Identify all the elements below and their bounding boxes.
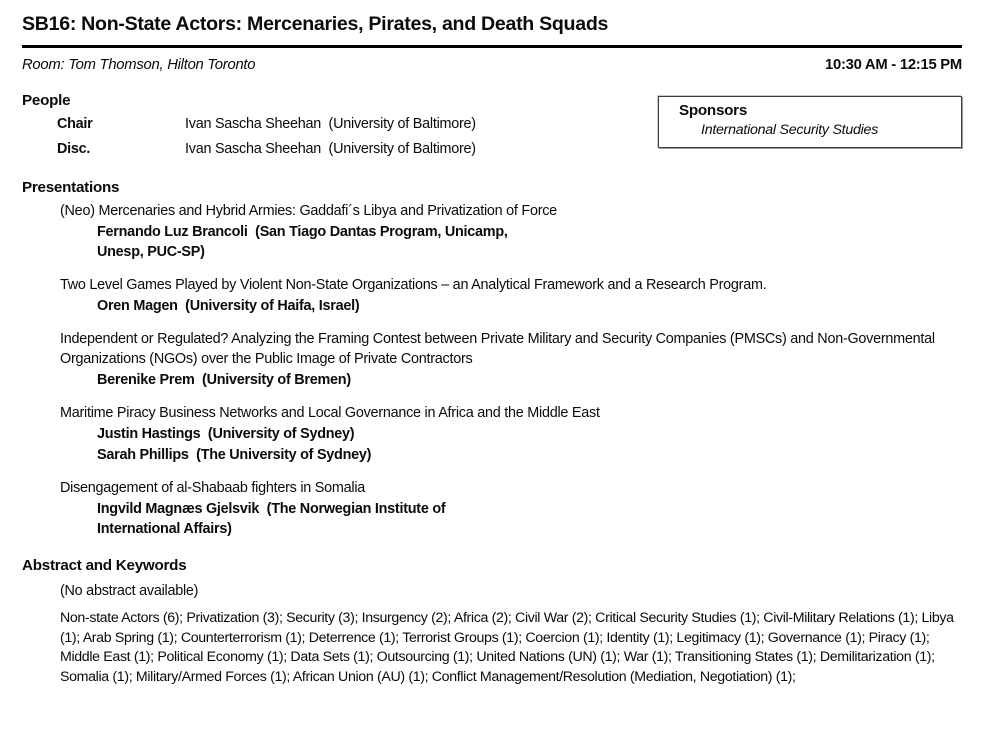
presentation-item xyxy=(22,478,962,539)
presentation-authors xyxy=(60,296,962,316)
person-name: Ivan Sascha Sheehan (University of Baltimore) xyxy=(185,116,476,132)
author-line: Unesp, PUC-SP) xyxy=(97,244,205,260)
people-heading: People xyxy=(22,92,71,109)
author xyxy=(97,296,962,316)
presentation-title: Independent or Regulated? Analyzing the Framing Contest between Private Military and Security Companies (PMSCs) and Non-Governmental Organizations (NGOs) over the Public Image of Private Contractors xyxy=(60,331,939,367)
presentations-heading: Presentations xyxy=(22,179,120,196)
person-role: Disc. xyxy=(57,141,91,157)
abstract-heading: Abstract and Keywords xyxy=(22,557,187,574)
presentation-item xyxy=(22,201,962,262)
person-role: Chair xyxy=(57,116,93,132)
author xyxy=(97,370,962,390)
presentation-authors xyxy=(60,222,962,262)
author-line: Fernando Luz Brancoli (San Tiago Dantas Program, Unicamp, xyxy=(97,224,508,240)
room-time-row xyxy=(22,57,962,73)
author-line: Berenike Prem (University of Bremen) xyxy=(97,372,351,388)
author-line: Sarah Phillips (The University of Sydney) xyxy=(97,447,372,463)
author xyxy=(97,222,962,262)
presentation-authors xyxy=(60,424,962,465)
presentations-section xyxy=(22,179,962,539)
no-abstract-note: (No abstract available) xyxy=(60,583,199,599)
session-time: 10:30 AM - 12:15 PM xyxy=(825,57,962,73)
presentation-item xyxy=(22,403,962,465)
author xyxy=(97,424,962,444)
author-line: International Affairs) xyxy=(97,521,232,537)
presentation-authors xyxy=(60,499,962,539)
presentation-title: Maritime Piracy Business Networks and Local Governance in Africa and the Middle East xyxy=(60,405,600,421)
presentation-title: Two Level Games Played by Violent Non-State Organizations – an Analytical Framework and a Research Program. xyxy=(60,277,767,293)
abstract-section xyxy=(22,557,962,688)
presentation-authors xyxy=(60,370,962,390)
author-line: Ingvild Magnæs Gjelsvik (The Norwegian Institute of xyxy=(97,501,446,517)
sponsor-item: International Security Studies xyxy=(701,122,879,138)
presentations-list xyxy=(22,201,962,539)
sponsors-heading: Sponsors xyxy=(679,102,748,119)
presentation-title: Disengagement of al-Shabaab fighters in Somalia xyxy=(60,480,366,496)
presentation-title: (Neo) Mercenaries and Hybrid Armies: Gaddafi´s Libya and Privatization of Force xyxy=(60,203,557,219)
author xyxy=(97,445,962,465)
keywords-paragraph: Non-state Actors (6); Privatization (3); Security (3); Insurgency (2); Africa (2); Civil War (2); Critical Security Studies (1); Civil-Military Relations (1); Libya (1); Arab Spring (1); Counterterrorism (1); Deterrence (1); Terrorist Groups (1); Coercion (1); Identity (1); Legitimacy (1); Governance (1); Piracy (1); Middle East (1); Political Economy (1); Data Sets (1); Outsourcing (1); United Nations (UN) (1); War (1); Transitioning States (1); Demilitarization (1); Somalia (1); Military/Armed Forces (1); African Union (AU) (1); Conflict Management/Resolution (Mediation, Negotiation) (1); xyxy=(60,610,958,686)
room-label: Room: Tom Thomson, Hilton Toronto xyxy=(22,57,256,73)
author-line: Justin Hastings (University of Sydney) xyxy=(97,426,355,442)
presentation-item xyxy=(22,275,962,316)
title-divider xyxy=(22,45,962,48)
presentation-item xyxy=(22,329,962,390)
page-title: SB16: Non-State Actors: Mercenaries, Pirates, and Death Squads xyxy=(22,13,609,35)
author xyxy=(97,499,962,539)
person-name: Ivan Sascha Sheehan (University of Baltimore) xyxy=(185,141,476,157)
author-line: Oren Magen (University of Haifa, Israel) xyxy=(97,298,360,314)
sponsors-box xyxy=(658,96,962,148)
